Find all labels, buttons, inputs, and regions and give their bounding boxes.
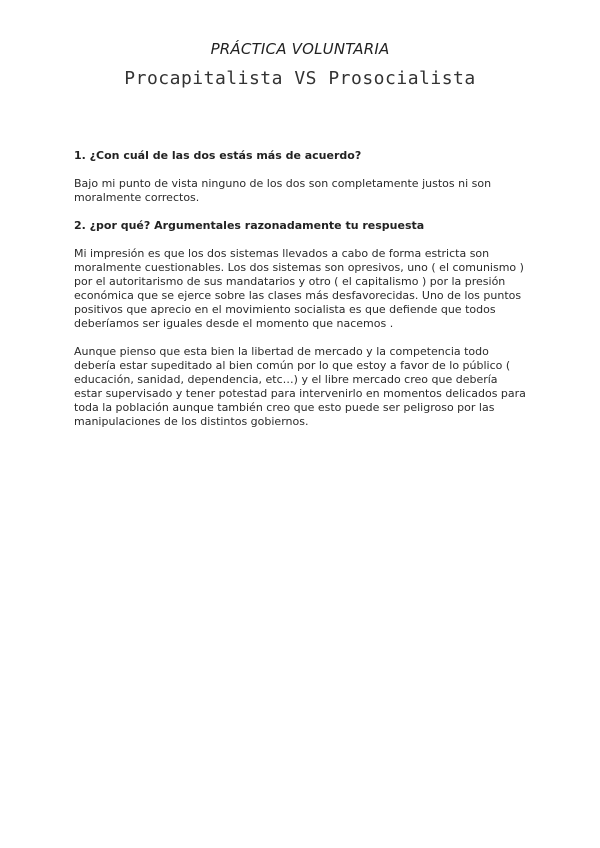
answer-2-paragraph-1: Mi impresión es que los dos sistemas llevados a cabo de forma estricta son moralmente cuestionables. Los dos sistemas son opresivos, uno ( el comunismo ) por el autoritarismo de sus mandatarios y otro ( el capitalismo ) por la presión económica que se ejerce sobre las clases más desfavorecidas. Uno de los puntos positivos que aprecio en el movimiento socialista es que defiende que todos deberíamos ser iguales desde el momento que nacemos . [74,247,524,330]
question-1: 1. ¿Con cuál de las dos estás más de acuerdo? [74,149,362,162]
answer-1: Bajo mi punto de vista ninguno de los dos son completamente justos ni son moralmente correctos. [74,177,492,204]
question-2: 2. ¿por qué? Argumentales razonadamente tu respuesta [74,219,425,232]
answer-2-paragraph-2: Aunque pienso que esta bien la libertad de mercado y la competencia todo debería estar supeditado al bien común por lo que estoy a favor de lo público ( educación, sanidad, dependencia, etc…) y el libre mercado creo que debería estar supervisado y tener potestad para intervenirlo en momentos delicados para toda la población aunque también creo que esto puede ser peligroso por las manipulaciones de los distintos gobiernos. [74,345,526,428]
document-body [74,149,526,443]
document-title: PRÁCTICA VOLUNTARIA [210,40,390,58]
document-subtitle: Procapitalista VS Prosocialista [124,68,476,89]
